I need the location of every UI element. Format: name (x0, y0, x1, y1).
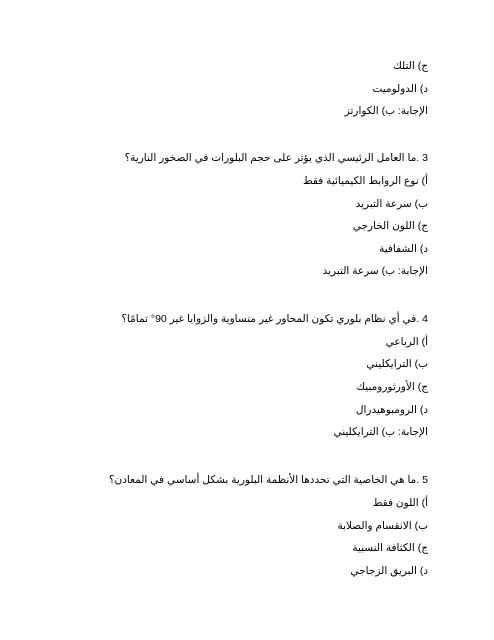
q3-option-d: د) الشفافية (379, 243, 428, 255)
question-3: 3 .ما العامل الرئيسي الذي يؤثر على حجم البلورات في الصخور النارية؟ (124, 152, 428, 164)
q3-option-c: ج) اللون الخارجي (352, 220, 428, 232)
q4-option-c: ج) الأورثورومبيك (356, 381, 428, 393)
q4-option-a: أ) الرباعي (385, 336, 428, 348)
question-4: 4 .في أي نظام بلوري تكون المحاور غير متساوية والزوايا غير 90° تمامًا؟ (121, 313, 428, 325)
q4-option-d: د) الرومبوهيدرال (355, 404, 428, 416)
q5-option-c: ج) الكثافة النسبية (352, 542, 428, 554)
q3-option-a: أ) نوع الروابط الكيميائية فقط (302, 175, 428, 187)
q3-answer: الإجابة: ب) سرعة التبريد (322, 265, 428, 277)
question-5: 5 .ما هي الخاصية التي تحددها الأنظمة البلورية بشكل أساسي في المعادن؟ (108, 474, 428, 486)
q3-option-b: ب) سرعة التبريد (355, 198, 428, 210)
answer-line: الإجابة: ب) الكوارتز (344, 105, 428, 117)
q4-answer: الإجابة: ب) الترايكليني (333, 426, 428, 438)
option-c: ج) التلك (393, 60, 428, 72)
q5-option-a: أ) اللون فقط (372, 497, 428, 509)
option-d: د) الدولوميت (372, 83, 428, 95)
q5-option-b: ب) الانقسام والصلابة (337, 520, 428, 532)
q5-option-d: د) البريق الزجاجي (350, 565, 428, 577)
q4-option-b: ب) الترايكليني (366, 358, 428, 370)
